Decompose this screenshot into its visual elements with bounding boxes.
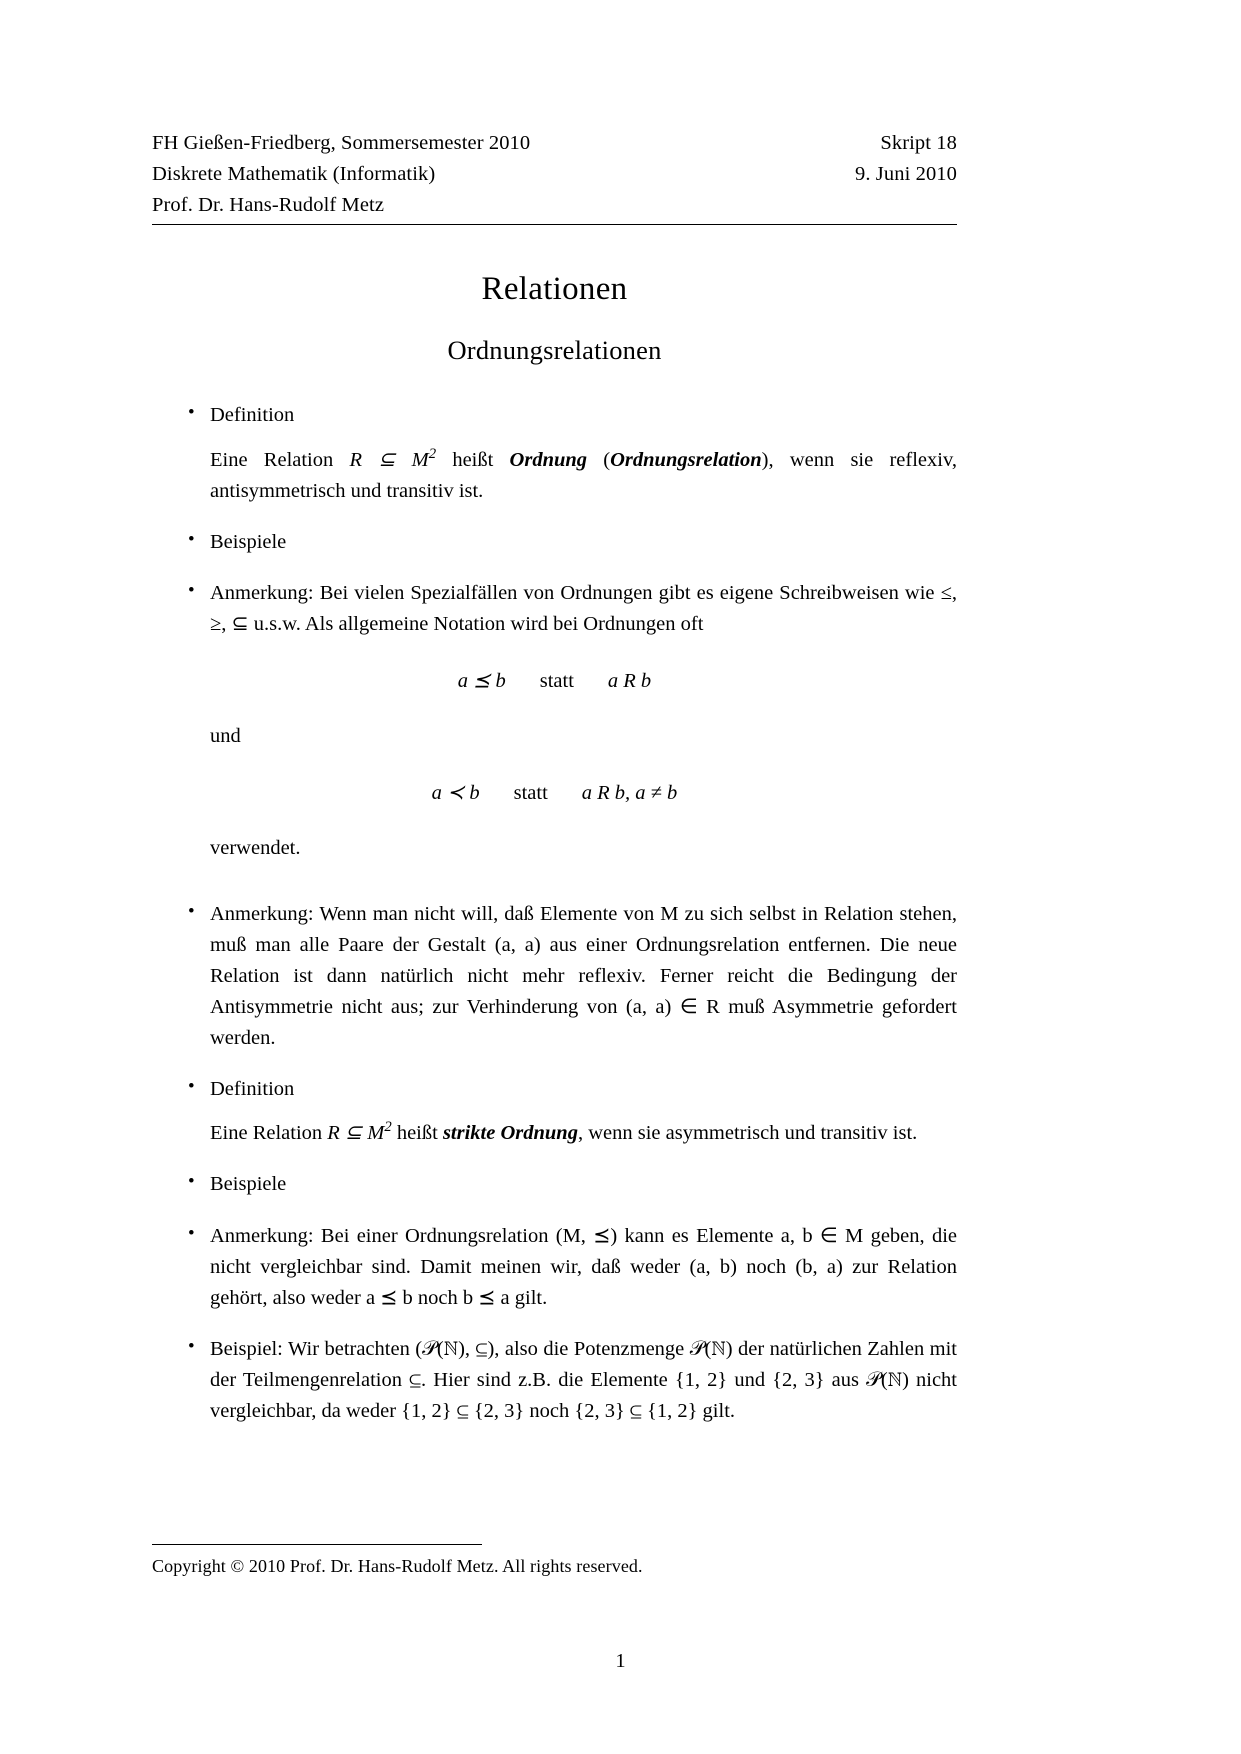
notation-display-block xyxy=(152,668,957,864)
display-eq2-left: a ≺ b xyxy=(431,782,480,805)
header-lecturer: Prof. Dr. Hans-Rudolf Metz xyxy=(152,194,385,217)
closing-verwendet: verwendet. xyxy=(210,837,301,860)
math-superscript-two: 2 xyxy=(428,445,437,462)
header-script-number: Skript 18 xyxy=(880,132,957,154)
document-footer xyxy=(152,1544,957,1577)
list-item-definition-strikte-ordnung xyxy=(152,1074,957,1149)
definition-paren-open: ( xyxy=(587,448,611,471)
beispiel-potenzmenge-text: • Beispiel: Wir betrachten (𝒫(ℕ), ⊆), also die Potenzmenge 𝒫(ℕ) der natürlichen Zahlen mit der Teilmengenrelation ⊆. Hier sind z.B. die Elemente {1, 2} und {2, 3} aus 𝒫(ℕ) nicht vergleichbar, da weder {1, 2} ⊆ {2, 3} noch {2, 3} ⊆ {1, 2} gilt. xyxy=(210,1338,957,1423)
display-eq1-left: a ⪯ b xyxy=(457,670,506,693)
document-header xyxy=(152,128,957,225)
definition2-body xyxy=(210,1116,957,1149)
display-eq1-word: statt xyxy=(539,670,574,693)
header-line-1 xyxy=(152,128,957,159)
anmerkung-notation-text: • Anmerkung: Bei vielen Spezialfällen von Ordnungen gibt es eigene Schreibweisen wie ≤, ≥, ⊆ u.s.w. Als allgemeine Notation wird bei Ordnungen oft xyxy=(210,581,957,636)
display-eq2-right: a R b, a ≠ b xyxy=(581,782,678,805)
definition2-text-mid: heißt xyxy=(391,1122,443,1145)
definition2-text-pre: Eine Relation xyxy=(210,1122,328,1145)
definition2-text-post: , wenn sie asymmetrisch und transitiv ist. xyxy=(577,1122,918,1145)
definition-heading: • Definition xyxy=(210,404,295,427)
list-item-beispiel-potenzmenge xyxy=(152,1334,957,1427)
document-content xyxy=(152,128,957,1448)
term-strikte-ordnung: strikte Ordnung xyxy=(442,1122,578,1145)
page-subtitle: Ordnungsrelationen xyxy=(447,335,662,366)
header-divider xyxy=(152,224,957,225)
header-line-2 xyxy=(152,159,957,190)
list-item-beispiele-2 xyxy=(152,1169,957,1200)
list-item-anmerkung-notation xyxy=(152,578,957,640)
list-item-beispiele-1 xyxy=(152,527,957,558)
anmerkung-asymmetrie-text: • Anmerkung: Wenn man nicht will, daß Elemente von M zu sich selbst in Relation stehen, muß man alle Paare der Gestalt (a, a) aus einer Ordnungsrelation entfernen. Die neue Relation ist dann natürlich nicht mehr reflexiv. Ferner reicht die Bedingung der Antisymmetrie nicht aus; zur Verhinderung von (a, a) ∈ R muß Asymmetrie gefordert werden. xyxy=(210,902,957,1050)
content-bullet-list xyxy=(152,400,957,640)
list-item-anmerkung-vergleichbarkeit xyxy=(152,1221,957,1314)
math-relation-subset: R ⊆ M xyxy=(349,448,429,471)
term-ordnungsrelation: Ordnungsrelation xyxy=(610,448,762,471)
term-ordnung: Ordnung xyxy=(509,448,588,471)
definition-text-mid: heißt xyxy=(436,448,510,471)
content-bullet-list-2 xyxy=(152,899,957,1428)
header-line-3 xyxy=(152,190,957,221)
definition-body xyxy=(210,443,957,507)
math-superscript-two-2: 2 xyxy=(384,1119,392,1136)
list-item-definition-ordnung xyxy=(152,400,957,506)
page-title: Relationen xyxy=(481,271,628,308)
display-equation-1 xyxy=(152,668,957,693)
beispiele-heading-2: • Beispiele xyxy=(210,1173,287,1196)
list-item-anmerkung-asymmetrie xyxy=(152,899,957,1055)
definition-text-post: ), wenn sie reflexiv, antisymmetrisch und transitiv ist. xyxy=(210,448,957,502)
definition-text-pre: Eine Relation xyxy=(210,448,350,471)
copyright-notice: Copyright © 2010 Prof. Dr. Hans-Rudolf Metz. All rights reserved. xyxy=(152,1556,643,1576)
header-course-institution: FH Gießen-Friedberg, Sommersemester 2010 xyxy=(152,132,531,154)
header-date: 9. Juni 2010 xyxy=(855,163,957,186)
beispiele-heading-1: • Beispiele xyxy=(210,530,287,553)
display-equation-2 xyxy=(152,780,957,805)
page-number: 1 xyxy=(615,1650,626,1672)
footer-divider xyxy=(152,1544,482,1545)
definition2-heading: • Definition xyxy=(210,1078,295,1101)
display-eq1-right: a R b xyxy=(607,670,652,693)
anmerkung-vergleichbarkeit-text: • Anmerkung: Bei einer Ordnungsrelation (M, ⪯) kann es Elemente a, b ∈ M geben, die nicht vergleichbar sind. Damit meinen wir, daß weder (a, b) noch (b, a) zur Relation gehört, also weder a ⪯ b noch b ⪯ a gilt. xyxy=(210,1224,957,1309)
display-eq2-word: statt xyxy=(513,782,548,805)
connector-und: und xyxy=(210,725,241,748)
header-course-name: Diskrete Mathematik (Informatik) xyxy=(152,163,436,186)
math-relation-subset-2: R ⊆ M xyxy=(327,1122,385,1145)
